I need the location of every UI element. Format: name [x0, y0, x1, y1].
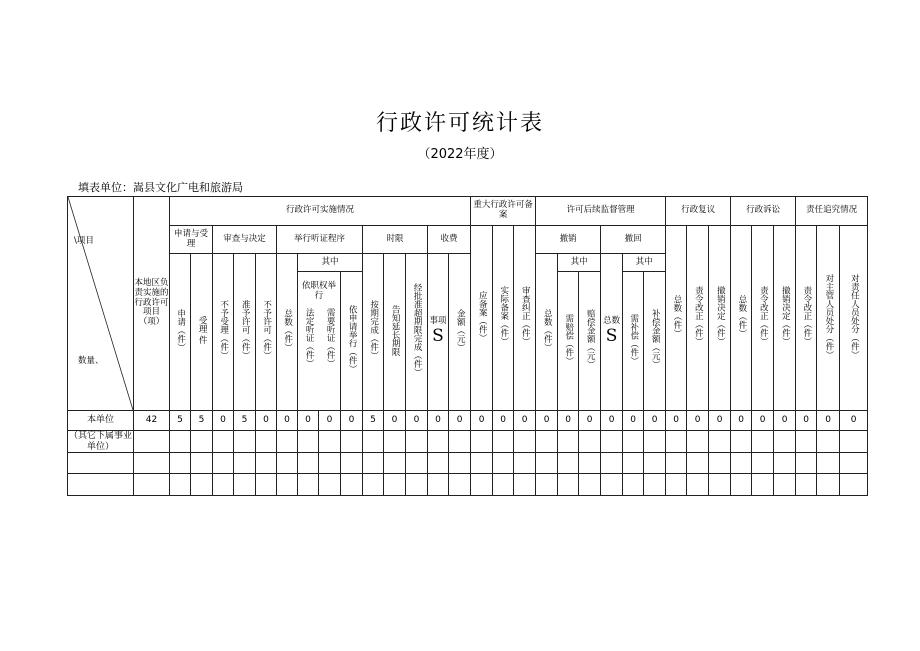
- items-count-header: 本地区负责实施的行政许可项目（项）: [134, 197, 170, 411]
- fees-header: 收费: [428, 226, 471, 254]
- page-title: 行政许可统计表: [375, 111, 544, 136]
- table-cell: [213, 431, 234, 453]
- table-row: [68, 474, 868, 496]
- table-cell: 0: [319, 411, 341, 431]
- table-cell: [666, 453, 687, 474]
- table-cell: [796, 474, 817, 496]
- col-actual-file: 实际备案（件）: [493, 226, 514, 411]
- table-cell: 5: [191, 411, 213, 431]
- table-cell: [731, 431, 752, 453]
- table-cell: [428, 474, 449, 496]
- withdraw-among: 其中: [623, 254, 666, 272]
- col-rv-revoke: 撤销决定（件）: [709, 226, 731, 411]
- table-cell: [406, 431, 428, 453]
- table-cell: [558, 431, 579, 453]
- table-cell: [134, 474, 170, 496]
- table-cell: [644, 453, 666, 474]
- table-cell: [234, 431, 256, 453]
- table-cell: [752, 474, 774, 496]
- table-cell: 0: [731, 411, 752, 431]
- col-wd-comp: 需补偿（件）: [623, 272, 644, 411]
- table-cell: [170, 474, 191, 496]
- table-row: [68, 431, 868, 453]
- col-acc-supervisor: 对主管人员处分（件）: [817, 226, 840, 411]
- table-cell: 0: [796, 411, 817, 431]
- table-cell: [449, 431, 471, 453]
- table-cell: 0: [514, 411, 536, 431]
- table-cell: 5: [363, 411, 384, 431]
- table-cell: [817, 453, 840, 474]
- corner-header: [68, 197, 134, 411]
- filler-unit: 填表单位：嵩县文化广电和旅游局: [78, 181, 243, 194]
- col-needed: 需要听证（件）: [325, 307, 336, 368]
- table-cell: [514, 474, 536, 496]
- col-rv-order: 责令改正（件）: [687, 226, 709, 411]
- table-cell: 0: [623, 411, 644, 431]
- table-cell: [752, 431, 774, 453]
- corner-bottom-label: 数量、: [78, 356, 104, 366]
- table-cell: 0: [644, 411, 666, 431]
- table-cell: [579, 453, 601, 474]
- table-cell: [840, 453, 868, 474]
- table-cell: [514, 453, 536, 474]
- table-cell: [840, 431, 868, 453]
- table-cell: [752, 453, 774, 474]
- table-cell: [623, 474, 644, 496]
- table-cell: [449, 453, 471, 474]
- col-over-limit: 经批准超期限完成（件）: [406, 254, 428, 411]
- table-cell: 0: [817, 411, 840, 431]
- table-cell: [471, 431, 493, 453]
- table-cell: [319, 474, 341, 496]
- table-cell: [341, 474, 363, 496]
- table-cell: [514, 431, 536, 453]
- table-cell: [493, 453, 514, 474]
- table-cell: [341, 431, 363, 453]
- table-cell: 0: [493, 411, 514, 431]
- row-label: （其它下属事业单位）: [68, 431, 132, 452]
- table-cell: [449, 474, 471, 496]
- table-cell: [536, 431, 558, 453]
- table-cell: [774, 431, 796, 453]
- accountability-header: 责任追究情况: [796, 197, 868, 226]
- table-cell: 0: [709, 411, 731, 431]
- hearing-among: 其中: [298, 254, 363, 272]
- table-cell: [709, 453, 731, 474]
- table-cell: [558, 453, 579, 474]
- col-fee-amount: 金额（元）: [449, 254, 471, 411]
- table-cell: [428, 431, 449, 453]
- col-wd-total: 总数S: [601, 254, 623, 411]
- table-cell: [536, 453, 558, 474]
- table-cell: [134, 431, 170, 453]
- major-filing-header: 重大行政许可备案: [471, 197, 536, 226]
- table-cell: 0: [213, 411, 234, 431]
- table-cell: [298, 453, 319, 474]
- table-cell: [256, 431, 277, 453]
- table-cell: [213, 453, 234, 474]
- table-cell: [579, 431, 601, 453]
- col-on-time: 按期完成（件）: [363, 254, 384, 411]
- table-cell: [687, 431, 709, 453]
- revoke-header: 撤销: [536, 226, 601, 254]
- table-row: [68, 453, 868, 474]
- table-cell: [341, 453, 363, 474]
- table-cell: [277, 453, 298, 474]
- col-fee-items: 事项S: [428, 254, 449, 411]
- table-cell: [644, 474, 666, 496]
- table-cell: [384, 431, 406, 453]
- table-cell: [191, 453, 213, 474]
- col-acc-order: 责令改正（件）: [796, 226, 817, 411]
- col-grant: 准予许可（件）: [234, 254, 256, 411]
- table-cell: [709, 474, 731, 496]
- table-cell: [666, 431, 687, 453]
- row-label: [68, 474, 134, 496]
- table-cell: [406, 474, 428, 496]
- table-cell: [644, 431, 666, 453]
- col-wd-amount: 补偿金额（元）: [644, 272, 666, 411]
- table-cell: [406, 453, 428, 474]
- time-limit-header: 时限: [363, 226, 428, 254]
- table-cell: [493, 474, 514, 496]
- table-cell: [687, 453, 709, 474]
- ex-officio-group: [298, 272, 341, 411]
- impl-header: 行政许可实施情况: [170, 197, 471, 226]
- col-notify-ext: 告知延长期限: [384, 254, 406, 411]
- table-cell: [298, 474, 319, 496]
- col-lt-order: 责令改正（件）: [752, 226, 774, 411]
- table-cell: [428, 453, 449, 474]
- examine-decide-header: 审查与决定: [213, 226, 277, 254]
- table-cell: [319, 431, 341, 453]
- row-label: 本单位: [68, 411, 134, 431]
- table-cell: 0: [341, 411, 363, 431]
- table-cell: [493, 431, 514, 453]
- col-correct: 审查纠正（件）: [514, 226, 536, 411]
- col-statutory: 法定听证（件）: [304, 307, 315, 368]
- table-cell: [277, 474, 298, 496]
- table-cell: [277, 431, 298, 453]
- table-cell: 0: [558, 411, 579, 431]
- table-cell: 0: [687, 411, 709, 431]
- table-cell: [384, 474, 406, 496]
- table-cell: [134, 453, 170, 474]
- table-cell: [579, 474, 601, 496]
- table-cell: 5: [170, 411, 191, 431]
- table-cell: 0: [449, 411, 471, 431]
- table-row: [68, 411, 868, 431]
- col-acc-person: 对责任人员处分（件）: [840, 226, 868, 411]
- table-cell: [623, 453, 644, 474]
- col-apply: 申请（件）: [170, 254, 191, 411]
- table-cell: 0: [579, 411, 601, 431]
- year-subtitle: （2022年度）: [417, 147, 503, 162]
- table-cell: [666, 474, 687, 496]
- table-cell: [840, 474, 868, 496]
- table-cell: [384, 453, 406, 474]
- hearing-header: 举行听证程序: [277, 226, 363, 254]
- table-cell: [601, 474, 623, 496]
- table-cell: [687, 474, 709, 496]
- table-cell: [170, 431, 191, 453]
- table-cell: [817, 431, 840, 453]
- table-cell: 0: [471, 411, 493, 431]
- table-cell: [256, 474, 277, 496]
- table-cell: 0: [536, 411, 558, 431]
- col-not-accept: 不予受理（件）: [213, 254, 234, 411]
- table-cell: [774, 453, 796, 474]
- withdraw-header: 撤回: [601, 226, 666, 254]
- table-cell: 0: [666, 411, 687, 431]
- table-cell: [256, 453, 277, 474]
- s-mark: S: [605, 326, 618, 347]
- col-rev-amount: 赔偿金额（元）: [579, 272, 601, 411]
- followup-header: 许可后续监督管理: [536, 197, 666, 226]
- table-cell: 0: [256, 411, 277, 431]
- col-rev-comp: 需赔偿（件）: [558, 272, 579, 411]
- col-hear-total: 总数（件）: [277, 254, 298, 411]
- col-rev-total: 总数（件）: [536, 254, 558, 411]
- table-cell: [536, 474, 558, 496]
- table-cell: 0: [752, 411, 774, 431]
- apply-accept-header: 申请与受理: [170, 226, 213, 254]
- review-header: 行政复议: [666, 197, 731, 226]
- table-cell: [191, 431, 213, 453]
- table-cell: [796, 431, 817, 453]
- col-by-request: 依申请举行（件）: [341, 272, 363, 411]
- table-cell: 0: [384, 411, 406, 431]
- table-cell: 0: [277, 411, 298, 431]
- table-cell: 0: [406, 411, 428, 431]
- table-cell: 0: [428, 411, 449, 431]
- table-cell: [319, 453, 341, 474]
- table-cell: [363, 431, 384, 453]
- col-lt-revoke: 撤销决定（件）: [774, 226, 796, 411]
- table-cell: [774, 474, 796, 496]
- col-deny: 不予许可（件）: [256, 254, 277, 411]
- table-cell: [213, 474, 234, 496]
- diagonal-line: [68, 197, 133, 410]
- table-cell: 5: [234, 411, 256, 431]
- table-cell: [731, 474, 752, 496]
- table-cell: [817, 474, 840, 496]
- table-cell: 0: [774, 411, 796, 431]
- table-cell: [298, 431, 319, 453]
- litigation-header: 行政诉讼: [731, 197, 796, 226]
- table-cell: 0: [298, 411, 319, 431]
- table-cell: [709, 431, 731, 453]
- col-accept: 受理 件: [191, 254, 213, 411]
- revoke-among: 其中: [558, 254, 601, 272]
- table-cell: [471, 453, 493, 474]
- table-cell: [796, 453, 817, 474]
- table-cell: [558, 474, 579, 496]
- table-cell: [234, 474, 256, 496]
- table-cell: [623, 431, 644, 453]
- table-cell: 0: [601, 411, 623, 431]
- table-cell: [170, 453, 191, 474]
- s-mark: S: [432, 326, 444, 347]
- table-cell: [601, 453, 623, 474]
- table-cell: [191, 474, 213, 496]
- table-cell: 0: [840, 411, 868, 431]
- table-cell: [731, 453, 752, 474]
- corner-top-label: \项目: [74, 236, 94, 246]
- table-cell: [234, 453, 256, 474]
- table-cell: [471, 474, 493, 496]
- ex-officio-label: 依职权举行: [301, 281, 336, 301]
- table-cell: [601, 431, 623, 453]
- col-rv-total: 总数（件）: [666, 226, 687, 411]
- col-should-file: 应备案（件）: [471, 226, 493, 411]
- statistics-table: [67, 196, 868, 496]
- table-cell: [363, 453, 384, 474]
- table-cell: 42: [134, 411, 170, 431]
- col-lt-total: 总数（件）: [731, 226, 752, 411]
- table-cell: [363, 474, 384, 496]
- row-label: [68, 453, 134, 474]
